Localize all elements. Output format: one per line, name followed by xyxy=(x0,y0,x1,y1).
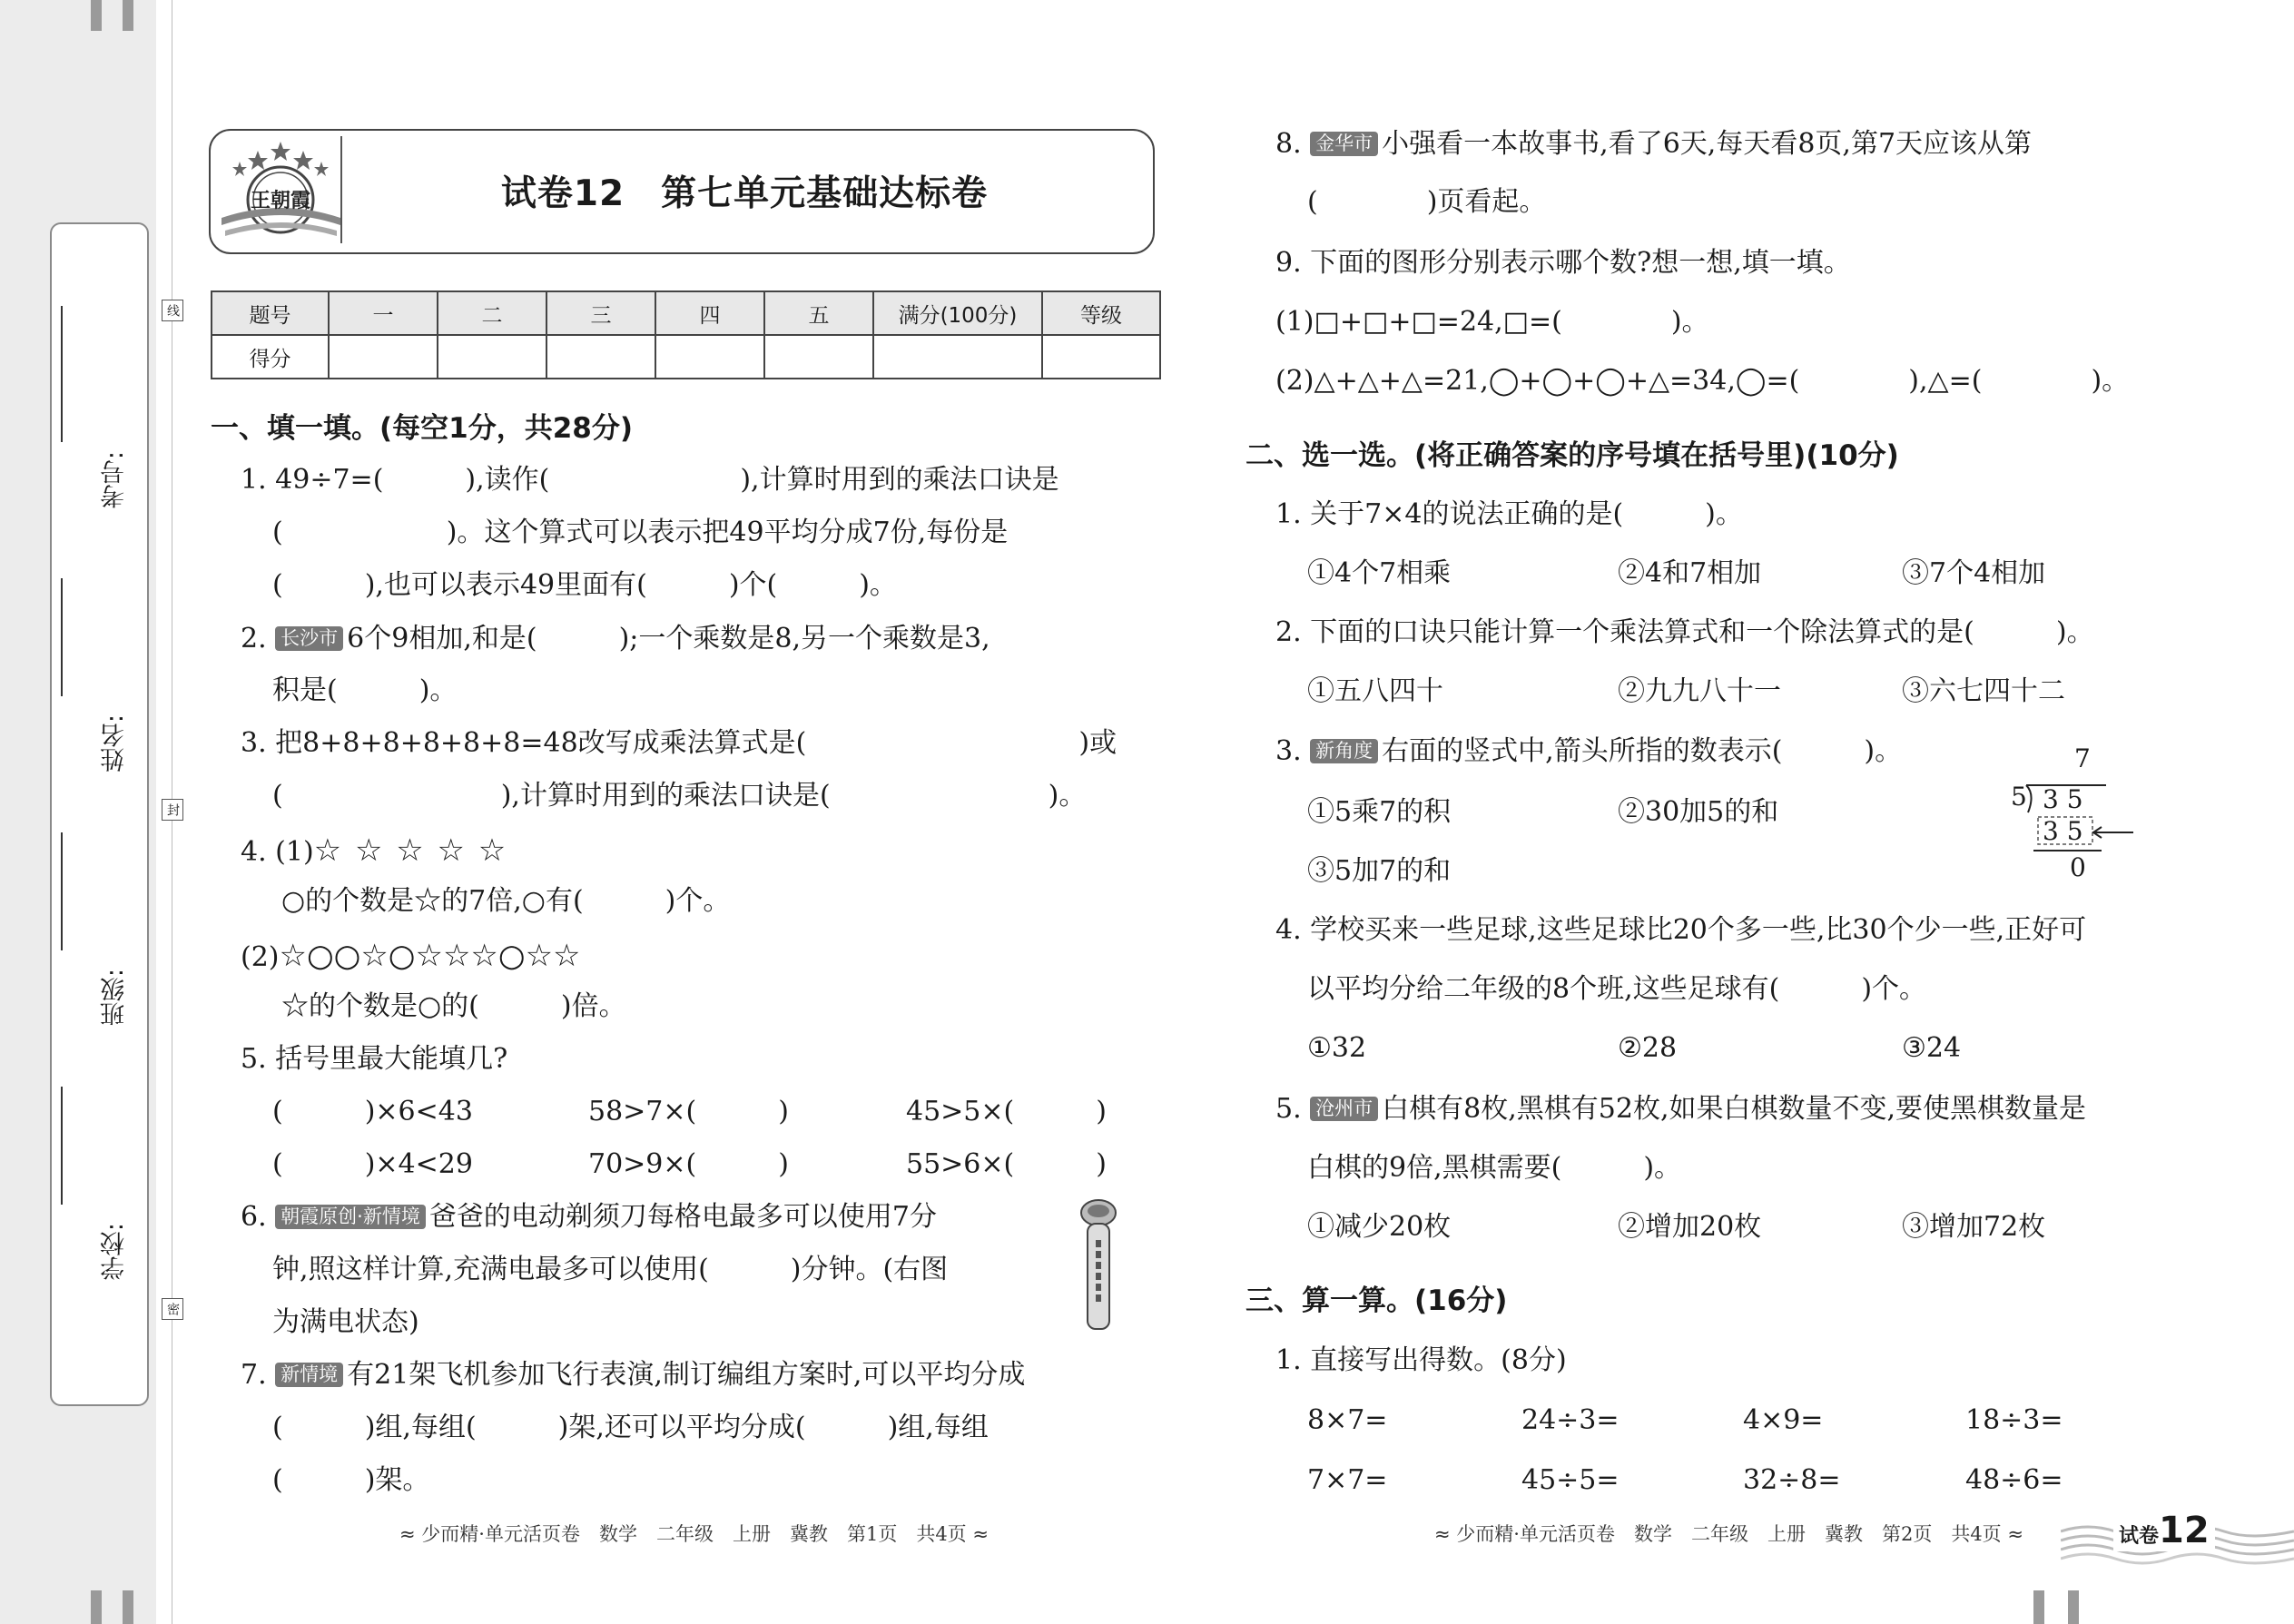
mc3-stem: 右面的竖式中,箭头所指的数表示( )。 xyxy=(1382,735,1903,767)
class-label: 班级: xyxy=(101,969,129,1027)
calc-stem: 1. 直接写出得数。(8分) xyxy=(1275,1344,1567,1376)
mc3-stem-line xyxy=(1275,735,1903,767)
division-dividend: 3 5 xyxy=(2043,784,2083,814)
score-table-header-cell: 题号 xyxy=(212,291,329,335)
q9-line1: 9. 下面的图形分别表示哪个数?想一想,填一填。 xyxy=(1275,247,1851,279)
division-quotient: 7 xyxy=(2074,743,2091,773)
footer-wave-icon: ≈ xyxy=(399,1523,422,1545)
score-table-header-cell: 等级 xyxy=(1042,291,1160,335)
mc-option: ③增加72枚 xyxy=(1902,1211,2046,1243)
q7-text: 有21架飞机参加飞行表演,制订编组方案时,可以平均分成 xyxy=(347,1359,1026,1391)
crop-mark xyxy=(123,1590,133,1624)
q1-line2: ( )。这个算式可以表示把49平均分成7份,每份是 xyxy=(272,517,1009,548)
mc4-line2: 以平均分给二年级的8个班,这些足球有( )个。 xyxy=(1307,973,1927,1005)
mc3-number: 3. xyxy=(1275,735,1302,767)
q5-item: ( )×4<29 xyxy=(272,1148,473,1180)
q5-item: 55>6×( ) xyxy=(906,1148,1107,1180)
q4-shape-row: ☆○○☆○☆☆☆○☆☆ xyxy=(279,938,581,974)
q5-item: ( )×6<43 xyxy=(272,1096,473,1127)
mc5-region-tag: 沧州市 xyxy=(1310,1097,1378,1121)
school-label: 学校: xyxy=(101,1223,129,1281)
mc5-line2: 白棋的9倍,黑棋需要( )。 xyxy=(1307,1152,1682,1184)
calc-item: 24÷3= xyxy=(1521,1404,1620,1436)
mc2-stem: 2. 下面的口诀只能计算一个乘法算式和一个除法算式的是( )。 xyxy=(1275,616,2094,648)
q4-part1-text: ○的个数是☆的7倍,○有( )个。 xyxy=(281,885,731,917)
q8-region-tag: 金华市 xyxy=(1310,132,1378,156)
q8-text: 小强看一本故事书,看了6天,每天看8页,第7天应该从第 xyxy=(1382,128,2033,160)
q1-line1: 1. 49÷7=( ),读作( ),计算时用到的乘法口诀是 xyxy=(241,464,1059,496)
mc-option: ③六七四十二 xyxy=(1902,675,2065,707)
mc-option: ②4和7相加 xyxy=(1618,557,1762,589)
exam-number-label: 考号: xyxy=(101,451,129,509)
q2-line2: 积是( )。 xyxy=(272,674,458,706)
crop-mark xyxy=(91,0,102,31)
q7-line2: ( )组,每组( )架,还可以平均分成( )组,每组 xyxy=(272,1412,989,1443)
score-input-cell[interactable] xyxy=(438,335,546,379)
q7-number: 7. xyxy=(241,1359,267,1391)
crop-mark xyxy=(91,1590,102,1624)
mc-option: ②30加5的和 xyxy=(1618,796,1779,828)
seal-mark-seal: 封 xyxy=(162,799,183,821)
q8-line2: ( )页看起。 xyxy=(1307,186,1547,218)
q3-line1: 3. 把8+8+8+8+8+8=48改写成乘法算式是( )或 xyxy=(241,727,1117,759)
logo-text: 王朝霞 xyxy=(250,189,311,212)
name-label: 姓名: xyxy=(101,714,129,773)
right-footer-text: 少而精·单元活页卷 数学 二年级 上册 冀教 第2页 共4页 xyxy=(1456,1523,2002,1545)
q4-part2 xyxy=(241,938,581,974)
paper-number-badge xyxy=(2061,1502,2294,1566)
crop-mark xyxy=(123,0,133,31)
seal-mark-secret: 密 xyxy=(162,1298,183,1320)
q9-line3: (2)△+△+△=21,◯+◯+◯+△=34,◯=( ),△=( )。 xyxy=(1275,365,2130,397)
section-2-title: 二、选一选。(将正确答案的序号填在括号里)(10分) xyxy=(1245,439,1899,472)
left-footer xyxy=(399,1525,989,1544)
brand-logo xyxy=(220,134,342,243)
q2-region-tag: 长沙市 xyxy=(275,626,343,651)
score-input-cell[interactable] xyxy=(1042,335,1160,379)
score-table-header-cell: 一 xyxy=(329,291,438,335)
calc-item: 32÷8= xyxy=(1743,1464,1841,1496)
mc-option: ③24 xyxy=(1902,1032,1962,1064)
q8-line1 xyxy=(1275,128,2033,160)
score-table-header-cell: 三 xyxy=(546,291,655,335)
q6-line1 xyxy=(241,1201,937,1233)
division-divisor: 5 xyxy=(2011,782,2027,812)
score-table-header-cell: 满分(100分) xyxy=(873,291,1042,335)
exam-number-field[interactable] xyxy=(97,451,129,587)
footer-wave-icon: ≈ xyxy=(966,1523,989,1545)
q6-tag: 朝霞原创·新情境 xyxy=(275,1205,426,1229)
calc-item: 18÷3= xyxy=(1965,1404,2063,1436)
badge-label: 试卷 xyxy=(2119,1525,2160,1548)
mc-option: ①五八四十 xyxy=(1307,675,1443,707)
footer-wave-icon: ≈ xyxy=(2001,1523,2023,1545)
score-table-header-cell: 五 xyxy=(764,291,873,335)
mc-option: ②九九八十一 xyxy=(1618,675,1781,707)
q7-line1 xyxy=(241,1359,1026,1391)
q4-part2-prefix: (2) xyxy=(241,941,280,973)
mc-option: ②28 xyxy=(1618,1032,1678,1064)
score-input-cell[interactable] xyxy=(873,335,1042,379)
right-footer xyxy=(1434,1525,2023,1544)
logo-divider xyxy=(340,136,342,243)
score-input-cell[interactable] xyxy=(546,335,655,379)
mc-option: ①4个7相乘 xyxy=(1307,557,1452,589)
q4-star-row: ☆ ☆ ☆ ☆ ☆ xyxy=(313,832,508,869)
q5-item: 45>5×( ) xyxy=(906,1096,1107,1127)
score-row-label: 得分 xyxy=(212,335,329,379)
name-field[interactable] xyxy=(97,714,129,851)
q7-line3: ( )架。 xyxy=(272,1464,430,1496)
crop-mark xyxy=(2033,1590,2044,1624)
class-field[interactable] xyxy=(97,969,129,1105)
left-footer-text: 少而精·单元活页卷 数学 二年级 上册 冀教 第1页 共4页 xyxy=(421,1523,967,1545)
q6-number: 6. xyxy=(241,1201,267,1233)
mc4-line1: 4. 学校买来一些足球,这些足球比20个多一些,比30个少一些,正好可 xyxy=(1275,914,2087,946)
long-division-figure xyxy=(2006,740,2142,885)
q6-line2: 钟,照这样计算,充满电最多可以使用( )分钟。(右图 xyxy=(272,1254,949,1285)
shaver-illustration xyxy=(1080,1196,1117,1333)
q5-item: 70>9×( ) xyxy=(588,1148,789,1180)
mc-option: ①5乘7的积 xyxy=(1307,796,1452,828)
q8-number: 8. xyxy=(1275,128,1302,160)
calc-item: 4×9= xyxy=(1743,1404,1824,1436)
q2-line1 xyxy=(241,625,990,653)
q6-text: 爸爸的电动剃须刀每格电最多可以使用7分 xyxy=(428,1201,937,1233)
mc5-number: 5. xyxy=(1275,1093,1302,1125)
q2-text: 6个9相加,和是( );一个乘数是8,另一个乘数是3, xyxy=(347,623,990,655)
q4-part1-prefix: 4. (1) xyxy=(241,836,314,868)
footer-wave-icon: ≈ xyxy=(1434,1523,1457,1545)
mc3-tag: 新角度 xyxy=(1310,739,1378,763)
q2-number: 2. xyxy=(241,623,267,655)
mc-option: ②增加20枚 xyxy=(1618,1211,1762,1243)
mc-option: ①32 xyxy=(1307,1032,1367,1064)
seal-mark-line: 线 xyxy=(162,300,183,321)
q4-part1 xyxy=(241,832,508,869)
section-3-title: 三、算一算。(16分) xyxy=(1245,1284,1508,1317)
score-table-header-cell: 四 xyxy=(655,291,764,335)
q5-item: 58>7×( ) xyxy=(588,1096,789,1127)
division-product: 3 5 xyxy=(2043,816,2083,846)
section-1-title: 一、填一填。(每空1分，共28分) xyxy=(211,412,634,445)
school-field[interactable] xyxy=(97,1223,129,1359)
badge-number: 12 xyxy=(2159,1510,2210,1551)
student-info-panel xyxy=(50,222,149,1406)
mc5-line1 xyxy=(1275,1093,2087,1125)
q5-title: 5. 括号里最大能填几? xyxy=(241,1043,508,1075)
mc1-stem: 1. 关于7×4的说法正确的是( )。 xyxy=(1275,498,1743,530)
score-input-cell[interactable] xyxy=(764,335,873,379)
calc-item: 48÷6= xyxy=(1965,1464,2063,1496)
score-input-cell[interactable] xyxy=(329,335,438,379)
score-table xyxy=(211,290,1161,379)
q7-tag: 新情境 xyxy=(275,1363,343,1387)
score-table-header-cell: 二 xyxy=(438,291,546,335)
mc-option: ①减少20枚 xyxy=(1307,1211,1452,1243)
q3-line2: ( ),计算时用到的乘法口诀是( )。 xyxy=(272,780,1087,812)
q1-line3: ( ),也可以表示49里面有( )个( )。 xyxy=(272,569,897,601)
mc5-text: 白棋有8枚,黑棋有52枚,如果白棋数量不变,要使黑棋数量是 xyxy=(1382,1093,2087,1125)
calc-item: 45÷5= xyxy=(1521,1464,1620,1496)
score-input-cell[interactable] xyxy=(655,335,764,379)
page-title: 试卷12 第七单元基础达标卷 xyxy=(500,173,989,214)
mc-option: ③5加7的和 xyxy=(1307,855,1452,887)
q9-line2: (1)□+□+□=24,□=( )。 xyxy=(1275,306,1709,338)
calc-item: 7×7= xyxy=(1307,1464,1388,1496)
calc-item: 8×7= xyxy=(1307,1404,1388,1436)
mc-option: ③7个4相加 xyxy=(1902,557,2046,589)
crop-mark xyxy=(2068,1590,2079,1624)
q6-line3: 为满电状态) xyxy=(272,1306,419,1338)
division-remainder: 0 xyxy=(2070,852,2086,882)
q4-part2-text: ☆的个数是○的( )倍。 xyxy=(281,990,626,1022)
